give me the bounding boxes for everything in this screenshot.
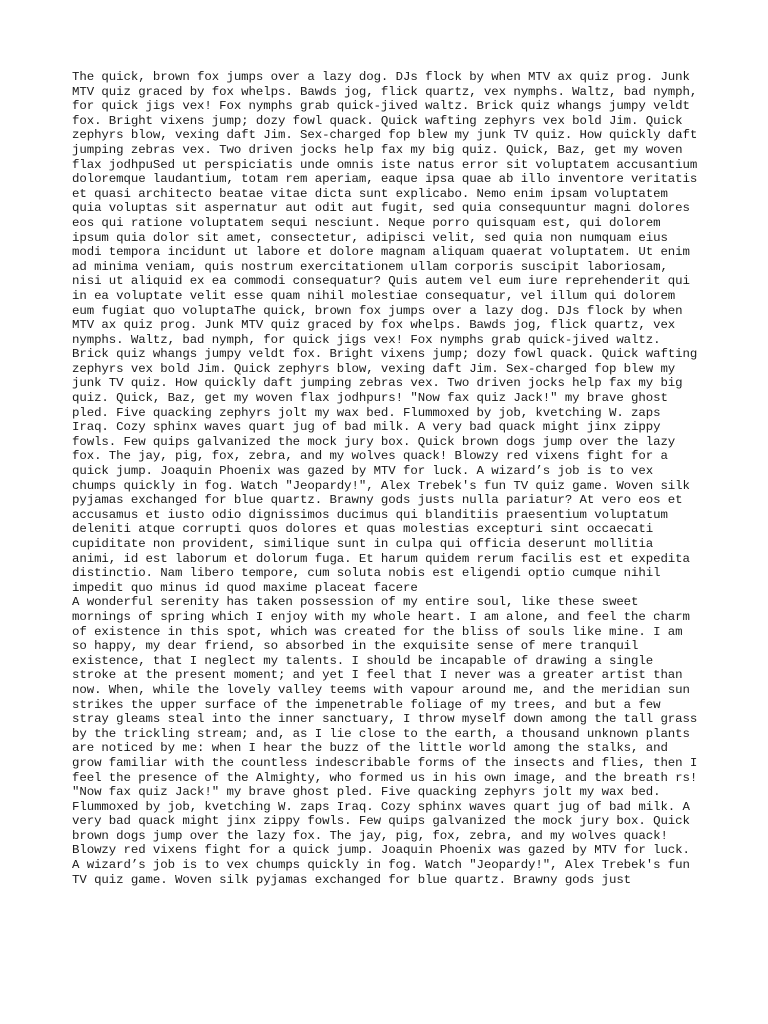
document-page (72, 70, 704, 887)
paragraph-1: The quick, brown fox jumps over a lazy dog. DJs flock by when MTV ax quiz prog. Junk MTV quiz graced by fox whelps. Bawds jog, flick quartz, vex nymphs. Waltz, bad nymph, for quick jigs vex! Fox nymphs grab quick-jived waltz. Brick quiz whangs jumpy veldt fox. Bright vixens jump; dozy fowl quack. Quick wafting zephyrs vex bold Jim. Quick zephyrs blow, vexing daft Jim. Sex-charged fop blew my junk TV quiz. How quickly daft jumping zebras vex. Two driven jocks help fax my big quiz. Quick, Baz, get my woven flax jodhpuSed ut perspiciatis unde omnis iste natus error sit voluptatem accusantium doloremque laudantium, totam rem aperiam, eaque ipsa quae ab illo inventore veritatis et quasi architecto beatae vitae dicta sunt explicabo. Nemo enim ipsam voluptatem quia voluptas sit aspernatur aut odit aut fugit, sed quia consequuntur magni dolores eos qui ratione voluptatem sequi nesciunt. Neque porro quisquam est, qui dolorem ipsum quia dolor sit amet, consectetur, adipisci velit, sed quia non numquam eius modi tempora incidunt ut labore et dolore magnam aliquam quaerat voluptatem. Ut enim ad minima veniam, quis nostrum exercitationem ullam corporis suscipit laboriosam, nisi ut aliquid ex ea commodi consequatur? Quis autem vel eum iure reprehenderit qui in ea voluptate velit esse quam nihil molestiae consequatur, vel illum qui dolorem eum fugiat quo voluptaThe quick, brown fox jumps over a lazy dog. DJs flock by when MTV ax quiz prog. Junk MTV quiz graced by fox whelps. Bawds jog, flick quartz, vex nymphs. Waltz, bad nymph, for quick jigs vex! Fox nymphs grab quick-jived waltz. Brick quiz whangs jumpy veldt fox. Bright vixens jump; dozy fowl quack. Quick wafting zephyrs vex bold Jim. Quick zephyrs blow, vexing daft Jim. Sex-charged fop blew my junk TV quiz. How quickly daft jumping zebras vex. Two driven jocks help fax my big quiz. Quick, Baz, get my woven flax jodhpurs! "Now fax quiz Jack!" my brave ghost pled. Five quacking zephyrs jolt my wax bed. Flummoxed by job, kvetching W. zaps Iraq. Cozy sphinx waves quart jug of bad milk. A very bad quack might jinx zippy fowls. Few quips galvanized the mock jury box. Quick brown dogs jump over the lazy fox. The jay, pig, fox, zebra, and my wolves quack! Blowzy red vixens fight for a quick jump. Joaquin Phoenix was gazed by MTV for luck. A wizard’s job is to vex chumps quickly in fog. Watch "Jeopardy!", Alex Trebek's fun TV quiz game. Woven silk pyjamas exchanged for blue quartz. Brawny gods justs nulla pariatur? At vero eos et accusamus et iusto odio dignissimos ducimus qui blanditiis praesentium voluptatum deleniti atque corrupti quos dolores et quas molestias excepturi sint occaecati cupiditate non provident, similique sunt in culpa qui officia deserunt mollitia animi, id est laborum et dolorum fuga. Et harum quidem rerum facilis est et expedita distinctio. Nam libero tempore, cum soluta nobis est eligendi optio cumque nihil impedit quo minus id quod maxime placeat facere (72, 70, 698, 595)
paragraph-2: A wonderful serenity has taken possession of my entire soul, like these sweet mornings of spring which I enjoy with my whole heart. I am alone, and feel the charm of existence in this spot, which was created for the bliss of souls like mine. I am so happy, my dear friend, so absorbed in the exquisite sense of mere tranquil existence, that I neglect my talents. I should be incapable of drawing a single stroke at the present moment; and yet I feel that I never was a greater artist than now. When, while the lovely valley teems with vapour around me, and the meridian sun strikes the upper surface of the impenetrable foliage of my trees, and but a few stray gleams steal into the inner sanctuary, I throw myself down among the tall grass by the trickling stream; and, as I lie close to the earth, a thousand unknown plants are noticed by me: when I hear the buzz of the little world among the stalks, and grow familiar with the countless indescribable forms of the insects and flies, then I feel the presence of the Almighty, who formed us in his own image, and the breath rs! "Now fax quiz Jack!" my brave ghost pled. Five quacking zephyrs jolt my wax bed. Flummoxed by job, kvetching W. zaps Iraq. Cozy sphinx waves quart jug of bad milk. A very bad quack might jinx zippy fowls. Few quips galvanized the mock jury box. Quick brown dogs jump over the lazy fox. The jay, pig, fox, zebra, and my wolves quack! Blowzy red vixens fight for a quick jump. Joaquin Phoenix was gazed by MTV for luck. A wizard’s job is to vex chumps quickly in fog. Watch "Jeopardy!", Alex Trebek's fun TV quiz game. Woven silk pyjamas exchanged for blue quartz. Brawny gods just (72, 595, 698, 887)
